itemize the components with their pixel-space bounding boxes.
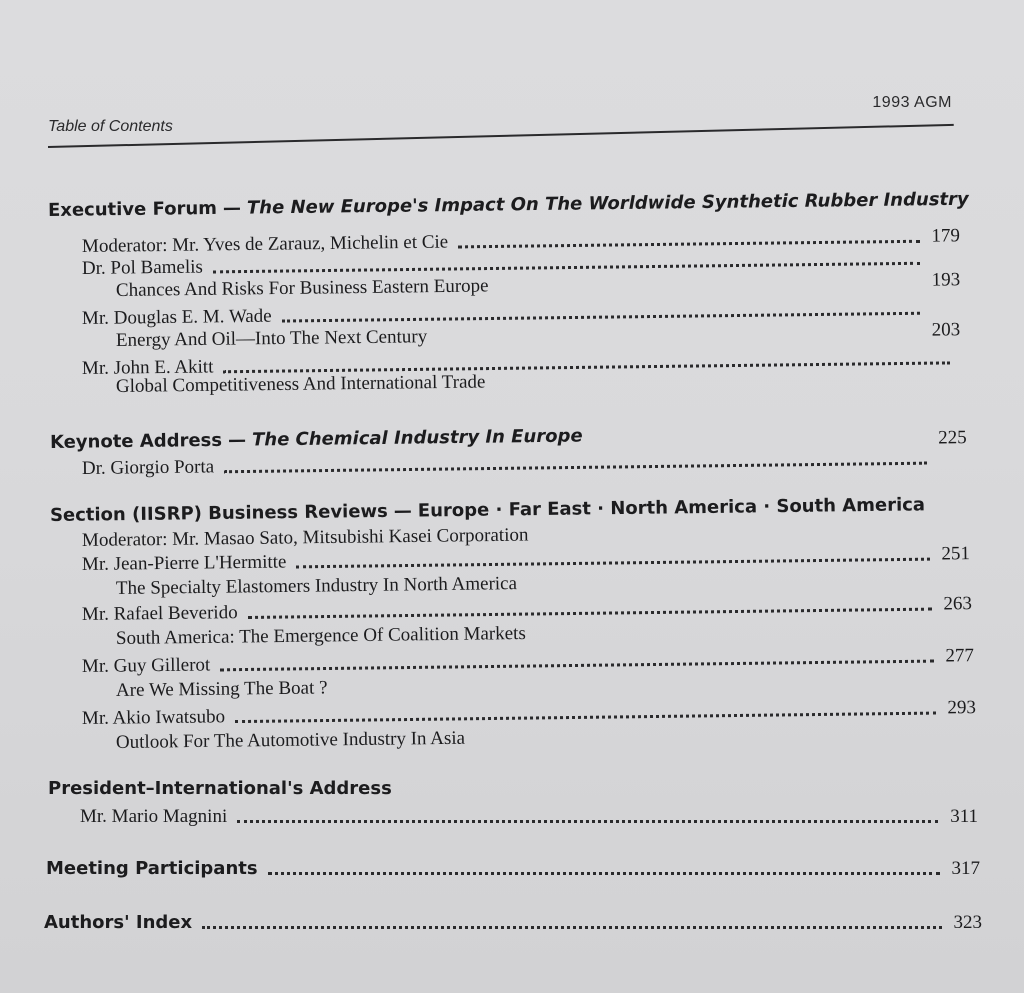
section-label: Keynote Address xyxy=(49,429,223,453)
entry-speaker: Moderator: Mr. Masao Sato, Mitsubishi Kasei Corporation xyxy=(81,524,529,551)
section-dash: — xyxy=(393,500,412,522)
dot-leader xyxy=(237,820,938,823)
dot-leader xyxy=(458,239,920,248)
toc-entry[interactable] xyxy=(80,806,978,828)
page-number: 323 xyxy=(953,912,982,933)
section-label: Executive Forum xyxy=(47,197,218,221)
entry-title: Energy And Oil—Into The Next Century xyxy=(115,326,428,351)
entry-title: Chances And Risks For Business Eastern Europe xyxy=(115,275,489,301)
section-authors-index[interactable] xyxy=(44,912,982,934)
entry-title: South America: The Emergence Of Coalition Markets xyxy=(115,622,526,649)
header-rule xyxy=(48,124,954,148)
section-participants[interactable] xyxy=(46,858,980,880)
dot-leader xyxy=(224,461,927,473)
dot-leader xyxy=(223,361,950,373)
dot-leader xyxy=(220,659,934,671)
dot-leader xyxy=(268,872,940,875)
page-number: 225 xyxy=(938,427,967,449)
section-label: President–International's Address xyxy=(48,778,392,799)
section-subtitle: The New Europe's Impact On The Worldwide Synthetic Rubber Industry xyxy=(246,188,969,219)
page-number: 251 xyxy=(941,543,971,565)
entry-speaker: Mr. Guy Gillerot xyxy=(81,654,211,677)
header-title: Table of Contents xyxy=(48,118,173,135)
toc-entry[interactable] xyxy=(82,645,974,678)
page-number: 203 xyxy=(931,319,961,341)
entry-title: Outlook For The Automotive Industry In Asia xyxy=(115,727,466,753)
entry-speaker: Mr. Douglas E. M. Wade xyxy=(81,305,272,329)
header-meeting-label: 1993 AGM xyxy=(872,94,952,111)
page-number: 311 xyxy=(950,806,978,827)
section-dash: — xyxy=(222,197,242,219)
entry-title: Are We Missing The Boat ? xyxy=(115,677,328,701)
page-number: 293 xyxy=(947,697,977,719)
page-number: 317 xyxy=(951,858,980,879)
section-label: Authors' Index xyxy=(44,912,193,933)
entry-speaker: Dr. Pol Bamelis xyxy=(81,256,203,279)
section-label: Meeting Participants xyxy=(46,858,258,879)
entry-speaker: Mr. John E. Akitt xyxy=(81,356,214,379)
section-regions: Europe · Far East · North America · South America xyxy=(417,494,926,522)
dot-leader xyxy=(282,311,920,322)
section-president xyxy=(48,778,392,799)
dot-leader xyxy=(213,261,920,273)
section-subtitle: The Chemical Industry In Europe xyxy=(251,425,583,451)
entry-speaker: Mr. Akio Iwatsubo xyxy=(81,706,226,729)
entry-speaker: Mr. Rafael Beverido xyxy=(81,602,238,625)
entry-speaker: Dr. Giorgio Porta xyxy=(81,456,215,479)
page-number: 277 xyxy=(945,645,975,667)
page-number: 263 xyxy=(943,593,973,615)
entry-title: Global Competitiveness And International Trade xyxy=(115,371,486,397)
section-executive-forum xyxy=(47,188,969,221)
page-number: 179 xyxy=(931,225,961,247)
section-dash: — xyxy=(227,429,247,451)
toc-entry[interactable] xyxy=(82,697,976,730)
section-label: Section (IISRP) Business Reviews xyxy=(49,500,388,526)
entry-speaker: Mr. Mario Magnini xyxy=(80,806,228,827)
entry-speaker: Moderator: Mr. Yves de Zarauz, Michelin et Cie xyxy=(81,231,449,257)
dot-leader xyxy=(235,711,936,723)
entry-title: The Specialty Elastomers Industry In North America xyxy=(115,573,518,599)
page-number: 193 xyxy=(931,269,961,291)
dot-leader xyxy=(248,607,932,618)
entry-speaker: Mr. Jean-Pierre L'Hermitte xyxy=(81,551,287,575)
dot-leader xyxy=(202,926,942,929)
dot-leader xyxy=(296,557,930,568)
